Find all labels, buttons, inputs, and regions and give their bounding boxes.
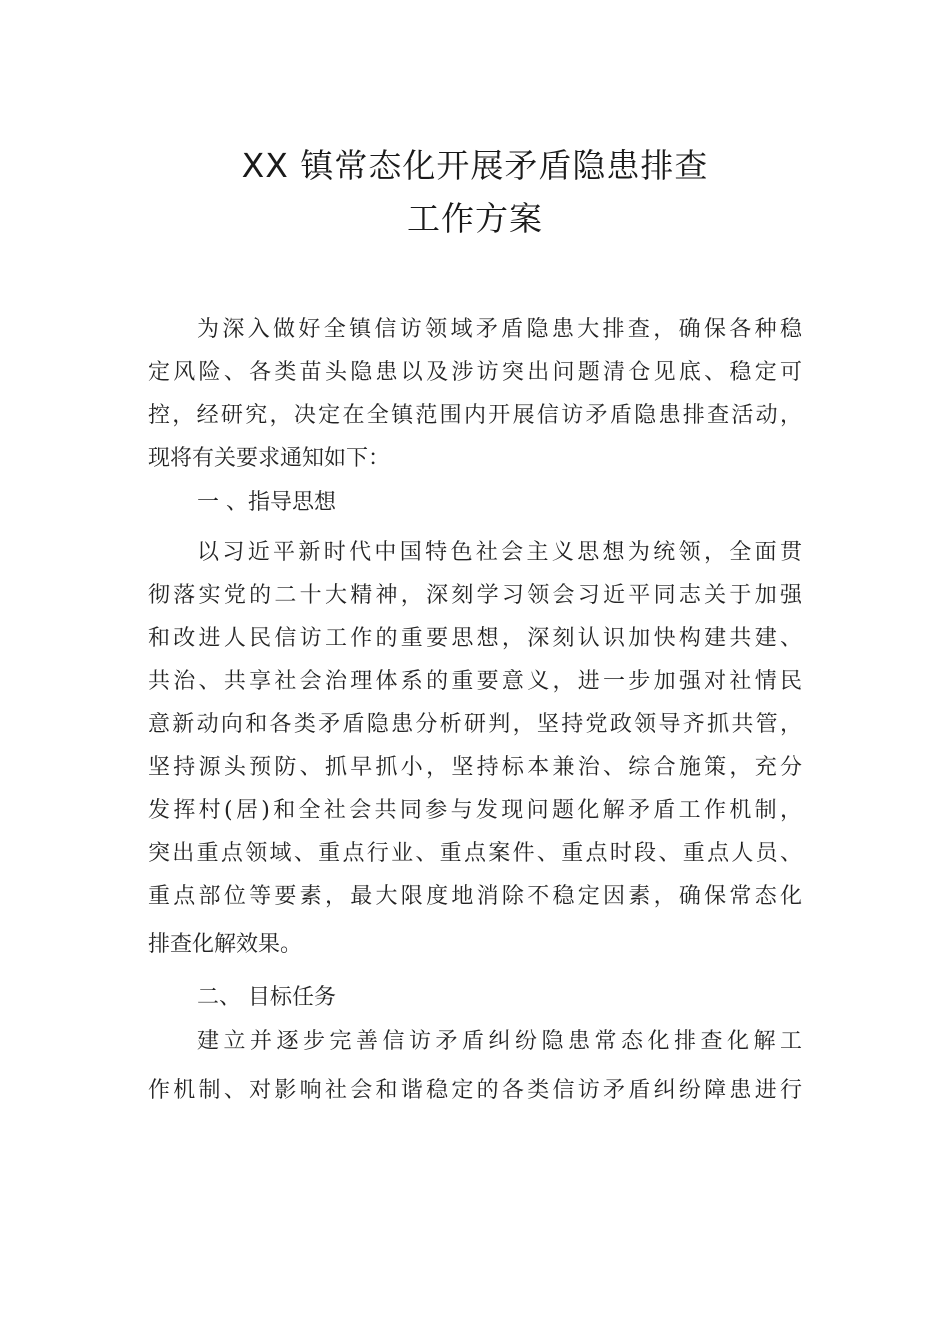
intro-paragraph-line: 现将有关要求通知如下： bbox=[148, 446, 391, 471]
intro-paragraph-line: 控，经研究，决定在全镇范围内开展信访矛盾隐患排查活动， bbox=[148, 403, 802, 428]
intro-paragraph-line: 定风险、各类苗头隐患以及涉访突出问题清仓见底、稳定可 bbox=[148, 360, 802, 385]
section-1-body-line: 彻落实党的二十大精神，深刻学习领会习近平同志关于加强 bbox=[148, 583, 802, 608]
section-2-heading: 二、 目标任务 bbox=[197, 985, 336, 1010]
intro-paragraph-line: 为深入做好全镇信访领域矛盾隐患大排查，确保各种稳 bbox=[197, 317, 802, 342]
section-1-body-line: 以习近平新时代中国特色社会主义思想为统领，全面贯 bbox=[197, 540, 802, 565]
section-1-body-line: 排查化解效果。 bbox=[148, 932, 303, 957]
section-2-body-line: 建立并逐步完善信访矛盾纠纷隐患常态化排查化解工 bbox=[197, 1029, 802, 1054]
section-1-body-line: 坚持源头预防、抓早抓小，坚持标本兼治、综合施策，充分 bbox=[148, 755, 802, 780]
section-1-body-line: 突出重点领域、重点行业、重点案件、重点时段、重点人员、 bbox=[148, 841, 802, 866]
document-title-line-2: 工作方案 bbox=[407, 199, 543, 238]
section-1-body-line: 共治、共享社会治理体系的重要意义，进一步加强对社情民 bbox=[148, 669, 802, 694]
section-1-body-line: 和改进人民信访工作的重要思想，深刻认识加快构建共建、 bbox=[148, 626, 802, 651]
section-1-heading: 一 、指导思想 bbox=[197, 490, 336, 515]
section-1-body-line: 意新动向和各类矛盾隐患分析研判，坚持党政领导齐抓共管， bbox=[148, 712, 802, 737]
section-2-body-line: 作机制、对影响社会和谐稳定的各类信访矛盾纠纷障患进行 bbox=[148, 1078, 802, 1103]
document-title-line-1: XX 镇常态化开展矛盾隐患排查 bbox=[241, 146, 709, 185]
section-1-body-line: 重点部位等要素，最大限度地消除不稳定因素，确保常态化 bbox=[148, 884, 802, 909]
section-1-body-line: 发挥村(居)和全社会共同参与发现问题化解矛盾工作机制， bbox=[148, 798, 802, 823]
